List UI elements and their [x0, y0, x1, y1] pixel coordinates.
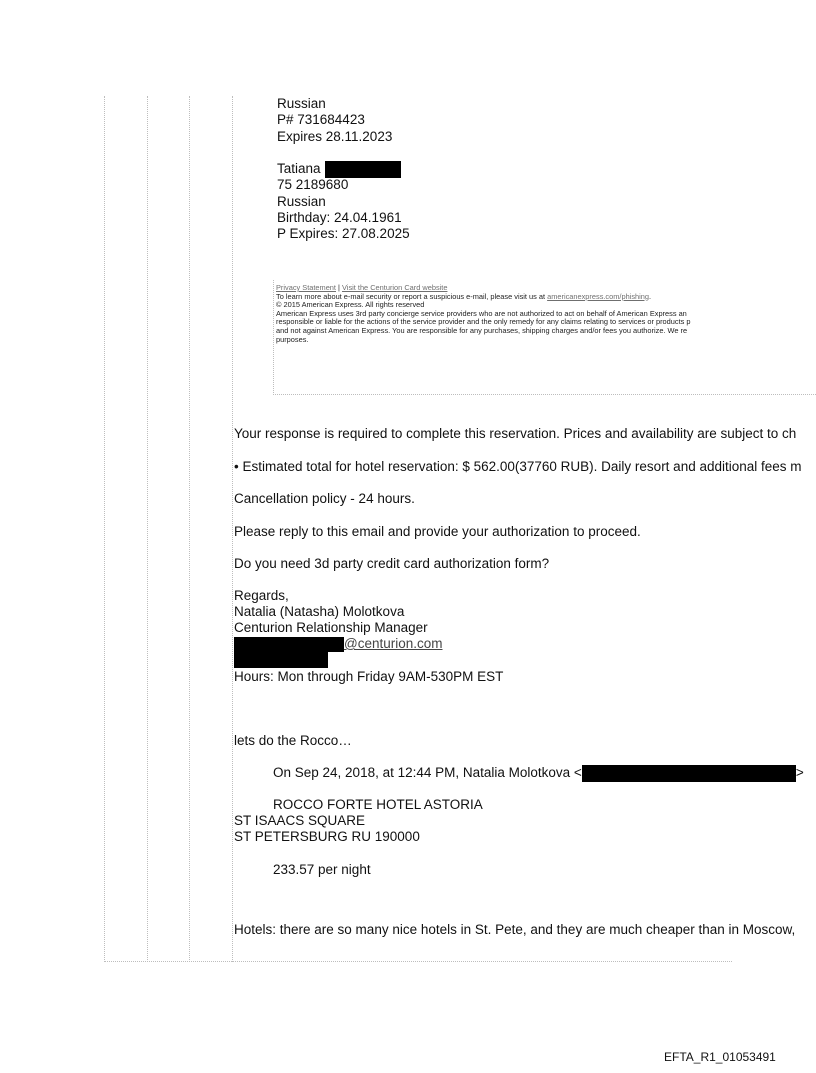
please-reply-text: Please reply to this email and provide your authorization to proceed.	[234, 524, 641, 539]
amex-footer	[273, 280, 816, 395]
passenger2-expires: P Expires: 27.08.2025	[277, 226, 410, 241]
passenger2-birthday: Birthday: 24.04.1961	[277, 210, 402, 225]
signature-name: Natalia (Natasha) Molotkova	[234, 604, 405, 619]
cancellation-policy-text: Cancellation policy - 24 hours.	[234, 491, 415, 506]
disclaimer-line-1: American Express uses 3rd party concierge service providers who are not authorized to act on behalf of American Express an	[276, 308, 687, 318]
redaction-surname	[325, 161, 401, 178]
disclaimer-line-4: purposes.	[276, 334, 309, 344]
quote-guide-line-2	[147, 96, 148, 962]
quote-header-end: >	[795, 765, 804, 781]
hotel-city: ST PETERSBURG RU 190000	[234, 829, 420, 844]
reply-lets-do: lets do the Rocco…	[234, 733, 352, 748]
disclaimer-line-2: responsible or liable for the actions of the service provider and the only remedy for any claims relating to services or products p	[276, 317, 691, 327]
passenger2-name-line	[277, 161, 401, 178]
passenger2-passport: 75 2189680	[277, 177, 349, 192]
passenger1-expires: Expires 28.11.2023	[277, 129, 393, 144]
passenger1-passport: P# 731684423	[277, 112, 365, 127]
phishing-end: .	[648, 291, 652, 301]
hotel-name: ROCCO FORTE HOTEL ASTORIA	[273, 797, 483, 812]
quote-header-line	[273, 765, 804, 782]
hotel-street: ST ISAACS SQUARE	[234, 813, 366, 828]
quote-guide-line-1	[104, 96, 105, 962]
passenger2-nationality: Russian	[277, 194, 326, 209]
redaction-sender-email	[582, 765, 796, 782]
signature-email-domain[interactable]: @centurion.com	[344, 636, 443, 651]
passenger1-nationality: Russian	[277, 96, 326, 111]
estimated-total-text: • Estimated total for hotel reservation: $ 562.00(37760 RUB). Daily resort and additional fees m	[234, 459, 802, 474]
privacy-statement-link[interactable]: Privacy Statement	[276, 283, 336, 292]
hotels-note: Hotels: there are so many nice hotels in St. Pete, and they are much cheaper than in Moscow,	[234, 922, 796, 937]
auth-form-question: Do you need 3d party credit card authorization form?	[234, 556, 550, 571]
quote-guide-line-3	[189, 96, 190, 962]
hotel-rate: 233.57 per night	[273, 862, 371, 877]
quote-bottom-line	[104, 961, 732, 962]
redaction-gap	[328, 652, 446, 668]
response-required-text: Your response is required to complete this reservation. Prices and availability are subject to ch	[234, 426, 797, 441]
document-id: EFTA_R1_01053491	[664, 1050, 776, 1064]
signature-regards: Regards,	[234, 588, 289, 603]
footer-separator: |	[335, 283, 343, 292]
copyright-line: © 2015 American Express. All rights reserved	[276, 300, 425, 310]
signature-title: Centurion Relationship Manager	[234, 620, 428, 635]
phishing-text: To learn more about e-mail security or report a suspicious e-mail, please visit us at	[276, 291, 548, 301]
signature-email-line	[344, 636, 443, 652]
quote-header-text: On Sep 24, 2018, at 12:44 PM, Natalia Molotkova <	[273, 765, 582, 781]
passenger2-first-name: Tatiana	[277, 161, 321, 177]
quote-guide-line-4	[232, 96, 233, 962]
disclaimer-line-3: and not against American Express. You are responsible for any purchases, shipping charges and/or fees you authorize. We re	[276, 325, 688, 335]
phishing-link[interactable]: americanexpress.com/phishing	[547, 291, 649, 301]
signature-hours: Hours: Mon through Friday 9AM-530PM EST	[234, 669, 504, 684]
centurion-website-link[interactable]: Visit the Centurion Card website	[342, 283, 448, 292]
